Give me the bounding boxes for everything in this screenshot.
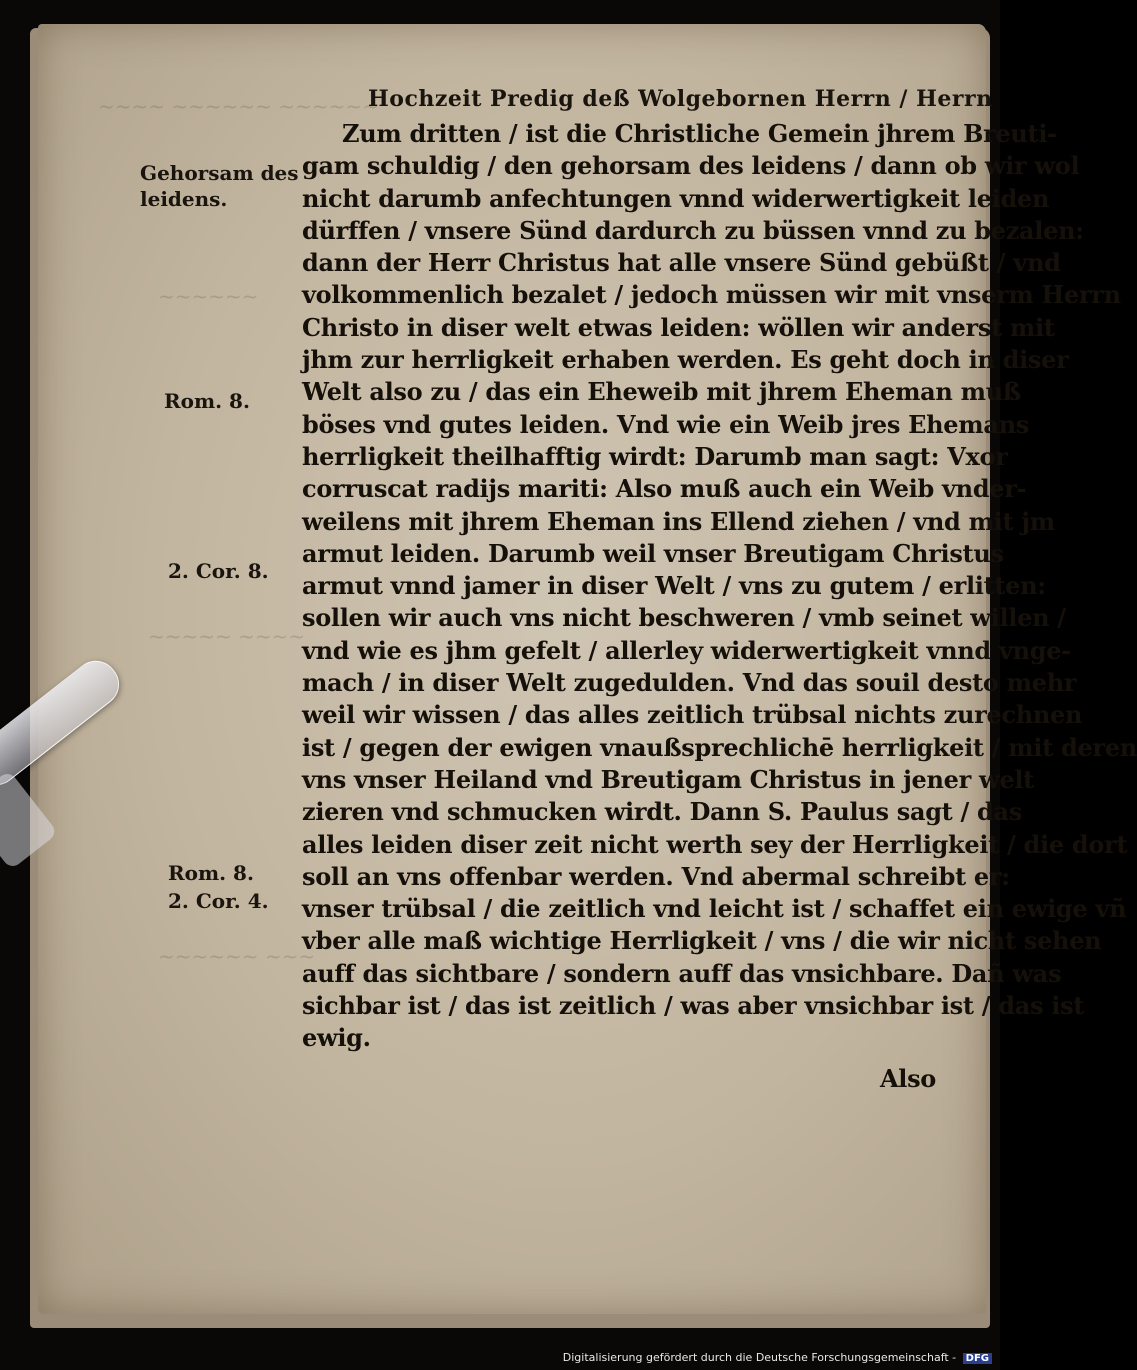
text-line: vber alle maß wichtige Herrligkeit / vns / die wir nicht sehen — [302, 926, 1102, 956]
text-line: armut leiden. Darumb weil vnser Breutigam Christus — [302, 538, 1004, 568]
text-line: vnd wie es jhm gefelt / allerley widerwertigkeit vnnd vnge- — [302, 635, 1071, 665]
margin-note-2-cor-8: 2. Cor. 8. — [168, 559, 269, 583]
text-line: corruscat radijs mariti: Also muß auch ein Weib vnder- — [302, 474, 1027, 504]
bleed-through-text: ~~~~~~ ~~~ — [158, 944, 316, 968]
catchword: Also — [879, 1063, 936, 1093]
margin-note-rom-8: Rom. 8. — [164, 389, 250, 413]
text-line: weil wir wissen / das alles zeitlich trübsal nichts zurechnen — [302, 700, 1083, 730]
text-line: sichbar ist / das ist zeitlich / was aber vnsichbar ist / das ist — [302, 991, 1085, 1021]
main-text-block — [302, 118, 1137, 1095]
digitization-credit — [563, 1351, 992, 1364]
text-line: herrligkeit theilhafftig wirdt: Darumb man sagt: Vxor — [302, 441, 1008, 471]
credit-text: Digitalisierung gefördert durch die Deutsche Forschungsgemeinschaft - — [562, 1351, 957, 1364]
text-line: vnser trübsal / die zeitlich vnd leicht ist / schaffet ein ewige vñ — [302, 894, 1127, 924]
margin-note-line: Gehorsam des — [140, 161, 299, 185]
text-line: soll an vns offenbar werden. Vnd abermal schreibt er: — [302, 861, 1010, 891]
text-line: alles leiden diser zeit nicht werth sey der Herrligkeit / die dort — [302, 829, 1128, 859]
dfg-logo: DFG — [963, 1353, 992, 1364]
text-line: volkommenlich bezalet / jedoch müssen wir mit vnserm Herrn — [302, 280, 1121, 310]
bleed-through-text: ~~~~~ ~~~~ — [148, 624, 306, 648]
bleed-through-text: ~~~~~~ — [158, 284, 259, 308]
bleed-through-text: ~~~~ ~~~~~~ ~~~~~~ — [98, 94, 379, 118]
margin-note-2-cor-4: 2. Cor. 4. — [168, 889, 269, 913]
text-line: Christo in diser welt etwas leiden: wöllen wir anderst mit — [302, 312, 1055, 342]
text-line: ewig. — [302, 1023, 371, 1053]
text-line: zieren vnd schmucken wirdt. Dann S. Paulus sagt / das — [302, 797, 1022, 827]
text-line: böses vnd gutes leiden. Vnd wie ein Weib jres Ehemans — [302, 409, 1029, 439]
text-line: dann der Herr Christus hat alle vnsere Sünd gebüßt / vnd — [302, 248, 1061, 278]
text-line: sollen wir auch vns nicht beschweren / vmb seinet willen / — [302, 603, 1066, 633]
text-line: gam schuldig / den gehorsam des leidens / dann ob wir wol — [302, 151, 1080, 181]
text-line: nicht darumb anfechtungen vnnd widerwertigkeit leiden — [302, 183, 1050, 213]
text-line: mach / in diser Welt zugedulden. Vnd das souil desto mehr — [302, 668, 1077, 698]
text-line: jhm zur herrligkeit erhaben werden. Es geht doch in diser — [302, 345, 1069, 375]
running-header: Hochzeit Predig deß Wolgebornen Herrn / Herrn — [368, 86, 993, 112]
text-line: weilens mit jhrem Eheman ins Ellend ziehen / vnd mit jm — [302, 506, 1055, 536]
text-line: armut vnnd jamer in diser Welt / vns zu gutem / erlitten: — [302, 571, 1046, 601]
text-line: Welt also zu / das ein Eheweib mit jhrem Eheman muß — [302, 377, 1021, 407]
margin-note-line: leidens. — [140, 187, 228, 211]
text-line: vns vnser Heiland vnd Breutigam Christus in jener welt — [302, 764, 1034, 794]
text-line: Zum dritten / ist die Christliche Gemein jhrem Breuti- — [342, 119, 1057, 148]
margin-note-gehorsam — [140, 160, 299, 212]
margin-note-rom-8-second: Rom. 8. — [168, 861, 254, 885]
text-line: dürffen / vnsere Sünd dardurch zu büssen vnnd zu bezalen: — [302, 215, 1084, 245]
text-line: auff das sichtbare / sondern auff das vnsichbare. Dañ was — [302, 958, 1062, 988]
text-line: ist / gegen der ewigen vnaußsprechlichē herrligkeit / mit deren — [302, 732, 1137, 762]
